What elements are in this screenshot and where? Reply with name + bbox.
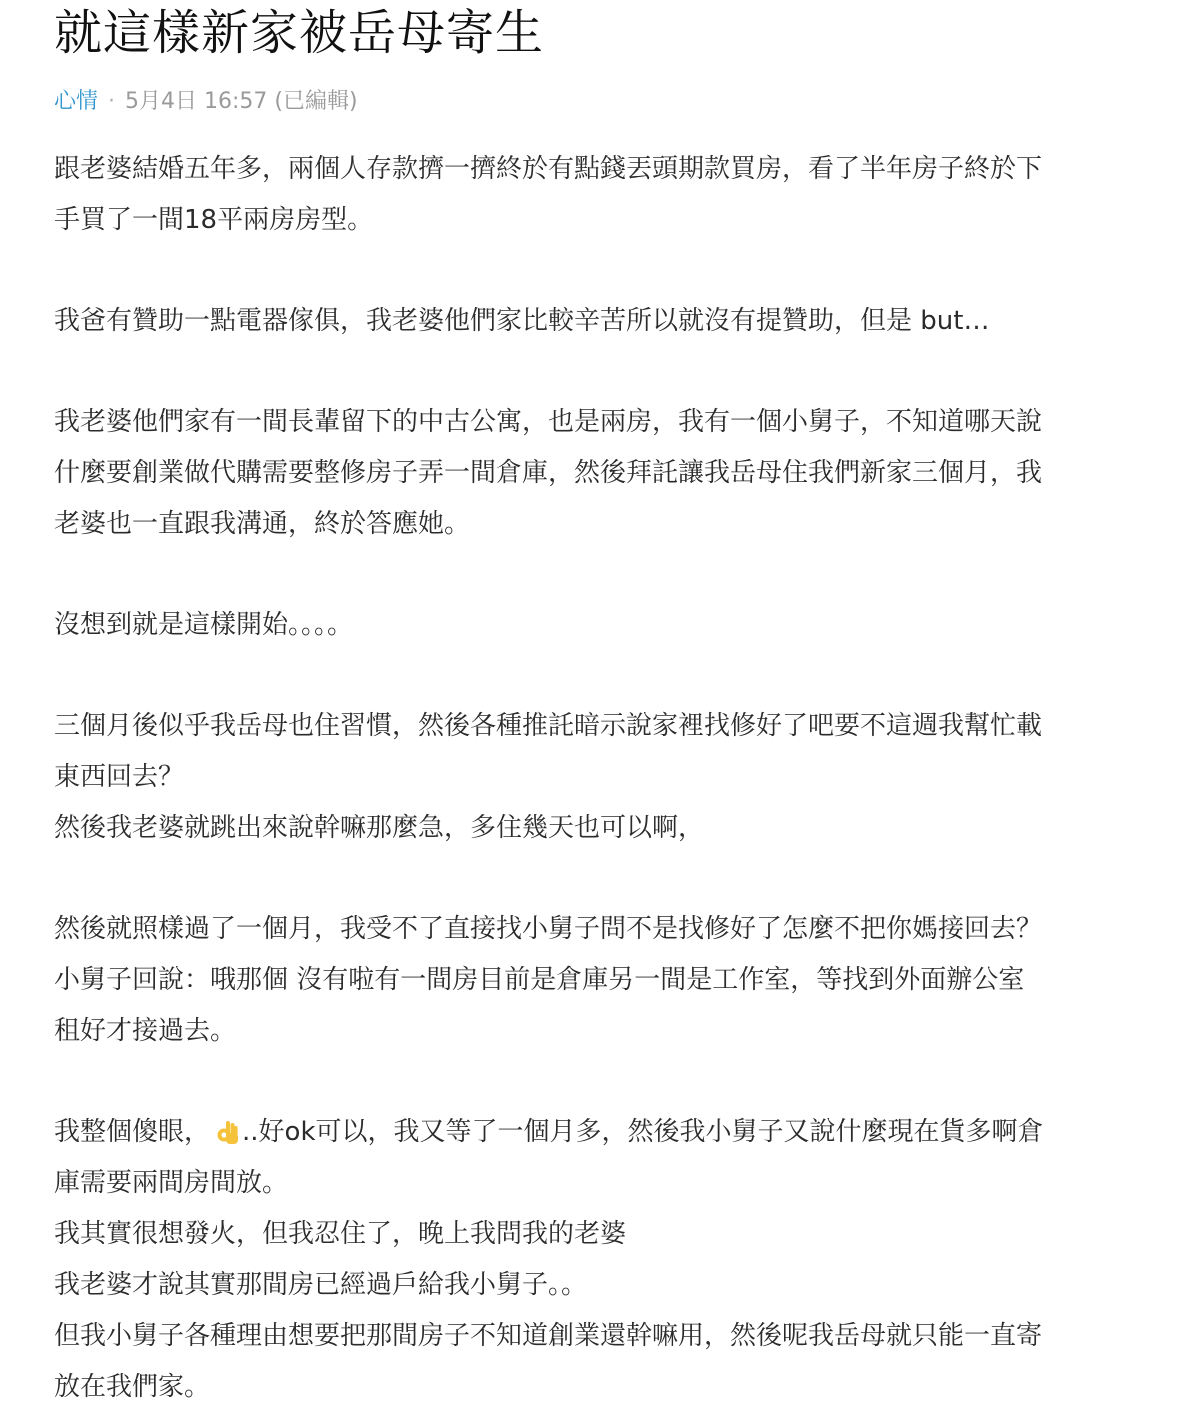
body-line: 庫需要兩間房間放。 [54,1168,289,1198]
edited-label: (已編輯) [274,89,358,114]
forum-link[interactable]: 心情 [54,89,99,114]
body-line: 老婆也一直跟我溝通，終於答應她。 [54,509,471,539]
body-line: 我老婆他們家有一間長輩留下的中古公寓，也是兩房，我有一個小舅子，不知道哪天說 [54,407,1043,437]
paragraph-gap [54,651,1147,701]
post-meta [54,86,1147,118]
body-line-with-emoji [54,1107,1147,1158]
meta-separator: · [108,89,116,114]
body-line: 然後我老婆就跳出來說幹嘛那麼急，多住幾天也可以啊， [54,813,705,843]
body-line: 我爸有贊助一點電器傢俱，我老婆他們家比較辛苦所以就沒有提贊助，但是 but… [54,306,990,336]
body-line: 跟老婆結婚五年多，兩個人存款擠一擠終於有點錢丟頭期款買房，看了半年房子終於下 [54,154,1043,184]
body-line: 手買了一間18平兩房房型。 [54,205,374,235]
body-line: 租好才接過去。 [54,1016,237,1046]
paragraph-gap [54,854,1147,904]
body-line: 我其實很想發火，但我忍住了，晚上我問我的老婆 [54,1219,627,1249]
body-line: 放在我們家。 [54,1372,211,1402]
body-line: 我老婆才說其實那間房已經過戶給我小舅子。。 [54,1270,588,1300]
paragraph-gap [54,347,1147,397]
post-body [54,144,1147,1413]
paragraph-gap [54,1057,1147,1107]
post-date: 5月4日 16:57 [125,89,268,114]
ok-hand-icon [214,1115,240,1145]
body-line: 東西回去？ [54,762,185,792]
body-text: 我整個傻眼， [54,1117,211,1147]
body-line: 但我小舅子各種理由想要把那間房子不知道創業還幹嘛用，然後呢我岳母就只能一直寄 [54,1321,1043,1351]
paragraph-gap [54,550,1147,600]
body-line: 然後就照樣過了一個月，我受不了直接找小舅子問不是找修好了怎麼不把你媽接回去？ [54,914,1043,944]
body-line: 三個月後似乎我岳母也住習慣，然後各種推託暗示說家裡找修好了吧要不這週我幫忙載 [54,711,1043,741]
body-text: ..好ok可以，我又等了一個月多，然後我小舅子又說什麼現在貨多啊倉 [242,1117,1044,1147]
post-title: 就這樣新家被岳母寄生 [54,5,545,61]
paragraph-gap [54,246,1147,296]
body-line: 什麼要創業做代購需要整修房子弄一間倉庫，然後拜託讓我岳母住我們新家三個月，我 [54,458,1043,488]
body-line: 小舅子回說：哦那個 沒有啦有一間房目前是倉庫另一間是工作室，等找到外面辦公室 [54,965,1025,995]
body-line: 沒想到就是這樣開始。。。。 [54,610,354,640]
